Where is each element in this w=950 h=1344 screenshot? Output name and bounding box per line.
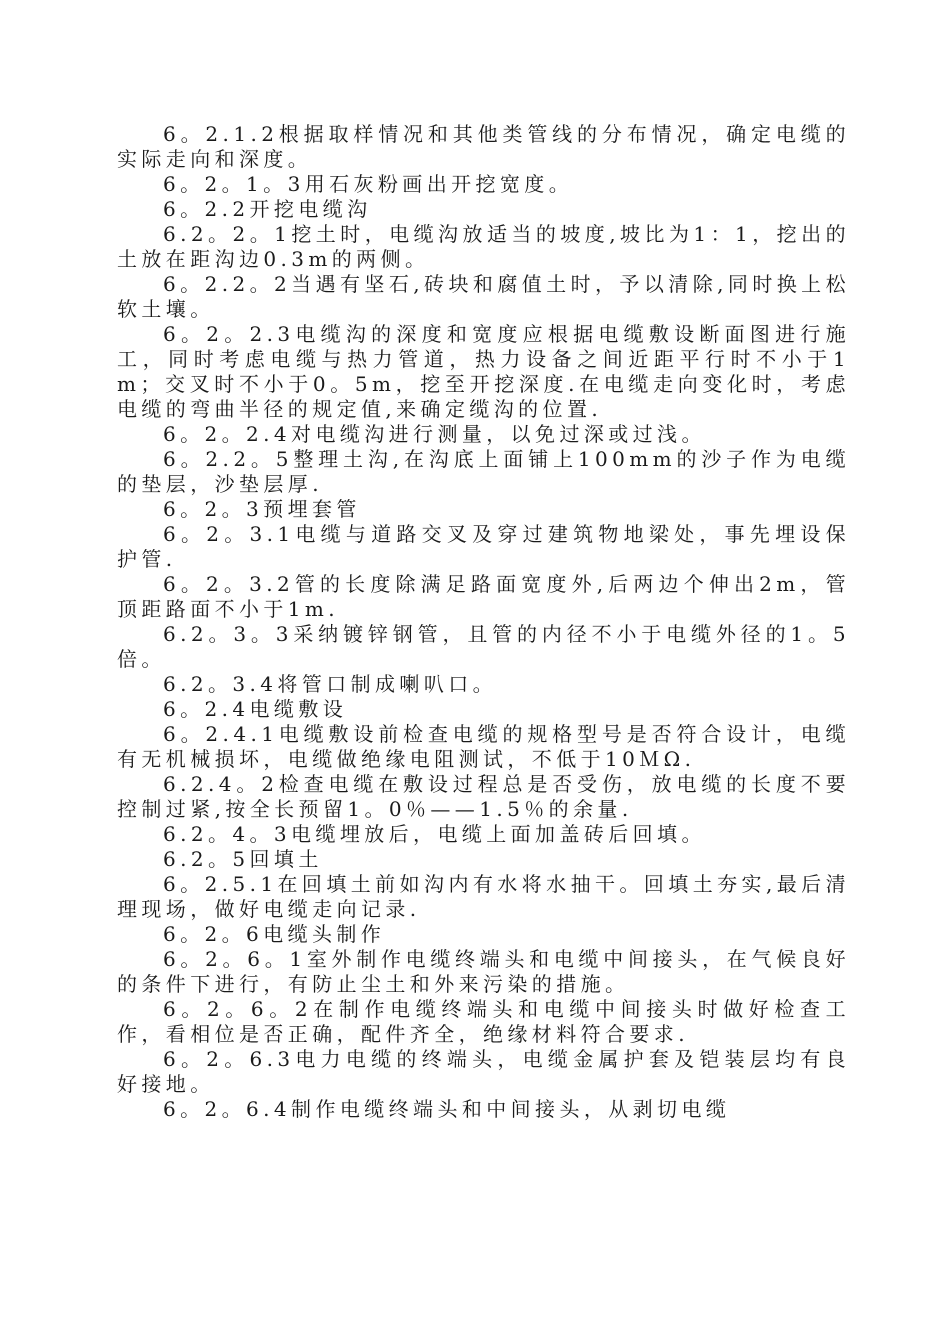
paragraph-6-2-3-4: 6.2。3.4将管口制成喇叭口。 [163,672,498,696]
paragraph-6-2-4-2: 6.2.4。2检查电缆在敷设过程总是否受伤，放电缆的长度不要控制过紧,按全长预留1。0％——1.5％的余量. [117,772,850,821]
paragraph-6-2-2-1: 6.2。2。1挖土时，电缆沟放适当的坡度,坡比为1：1，挖出的土放在距沟边0.3m的两侧。 [117,222,850,271]
paragraph-6-2-3-2: 6。2。3.2管的长度除满足路面宽度外,后两边个伸出2m，管顶距路面不小于1m. [117,572,850,621]
section-heading-6-2-5: 6.2。5回填土 [163,847,323,871]
paragraph-6-2-3-3: 6.2。3。3采纳镀锌钢管，且管的内径不小于电缆外径的1。5倍。 [117,622,850,671]
paragraph-6-2-4-1: 6。2.4.1电缆敷设前检查电缆的规格型号是否符合设计，电缆有无机械损坏，电缆做绝缘电阻测试，不低于10ＭΩ. [117,722,850,771]
section-heading-6-2-2: 6。2.2开挖电缆沟 [163,197,372,221]
paragraph-6-2-6-2: 6。2。6。2在制作电缆终端头和电缆中间接头时做好检查工作，看相位是否正确，配件齐全，绝缘材料符合要求. [117,997,850,1046]
document-body [117,122,850,1122]
section-heading-6-2-6: 6。2。6电缆头制作 [163,922,386,946]
paragraph-6-2-6-1: 6。2。6。1室外制作电缆终端头和电缆中间接头，在气候良好的条件下进行，有防止尘土和外来污染的措施。 [117,947,850,996]
paragraph-6-2-1-3: 6。2。1。3用石灰粉画出开挖宽度。 [163,172,574,196]
paragraph-6-2-4-3: 6.2。4。3电缆埋放后，电缆上面加盖砖后回填。 [163,822,706,846]
paragraph-6-2-2-5: 6。2.2。5整理土沟,在沟底上面铺上100mm的沙子作为电缆的垫层，沙垫层厚. [117,447,850,496]
section-heading-6-2-4: 6。2.4电缆敷设 [163,697,348,721]
paragraph-6-2-2-4: 6。2。2.4对电缆沟进行测量，以免过深或过浅。 [163,422,706,446]
paragraph-6-2-2-3: 6。2。2.3电缆沟的深度和宽度应根据电缆敷设断面图进行施工，同时考虑电缆与热力管道，热力设备之间近距平行时不小于1m；交叉时不小于0。5m，挖至开挖深度.在电缆走向变化时，考虑电缆的弯曲半径的规定值,来确定缆沟的位置. [117,322,850,421]
paragraph-6-2-6-4: 6。2。6.4制作电缆终端头和中间接头，从剥切电缆 [163,1097,731,1121]
section-heading-6-2-3: 6。2。3预埋套管 [163,497,361,521]
paragraph-6-2-1-2: 6。2.1.2根据取样情况和其他类管线的分布情况，确定电缆的实际走向和深度。 [117,122,850,171]
paragraph-6-2-6-3: 6。2。6.3电力电缆的终端头，电缆金属护套及铠装层均有良好接地。 [117,1047,850,1096]
paragraph-6-2-2-2: 6。2.2。2当遇有坚石,砖块和腐值土时，予以清除,同时换上松软土壤。 [117,272,850,321]
paragraph-6-2-3-1: 6。2。3.1电缆与道路交叉及穿过建筑物地梁处，事先埋设保护管. [117,522,850,571]
paragraph-6-2-5-1: 6。2.5.1在回填土前如沟内有水将水抽干。回填土夯实,最后清理现场，做好电缆走向记录. [117,872,850,921]
